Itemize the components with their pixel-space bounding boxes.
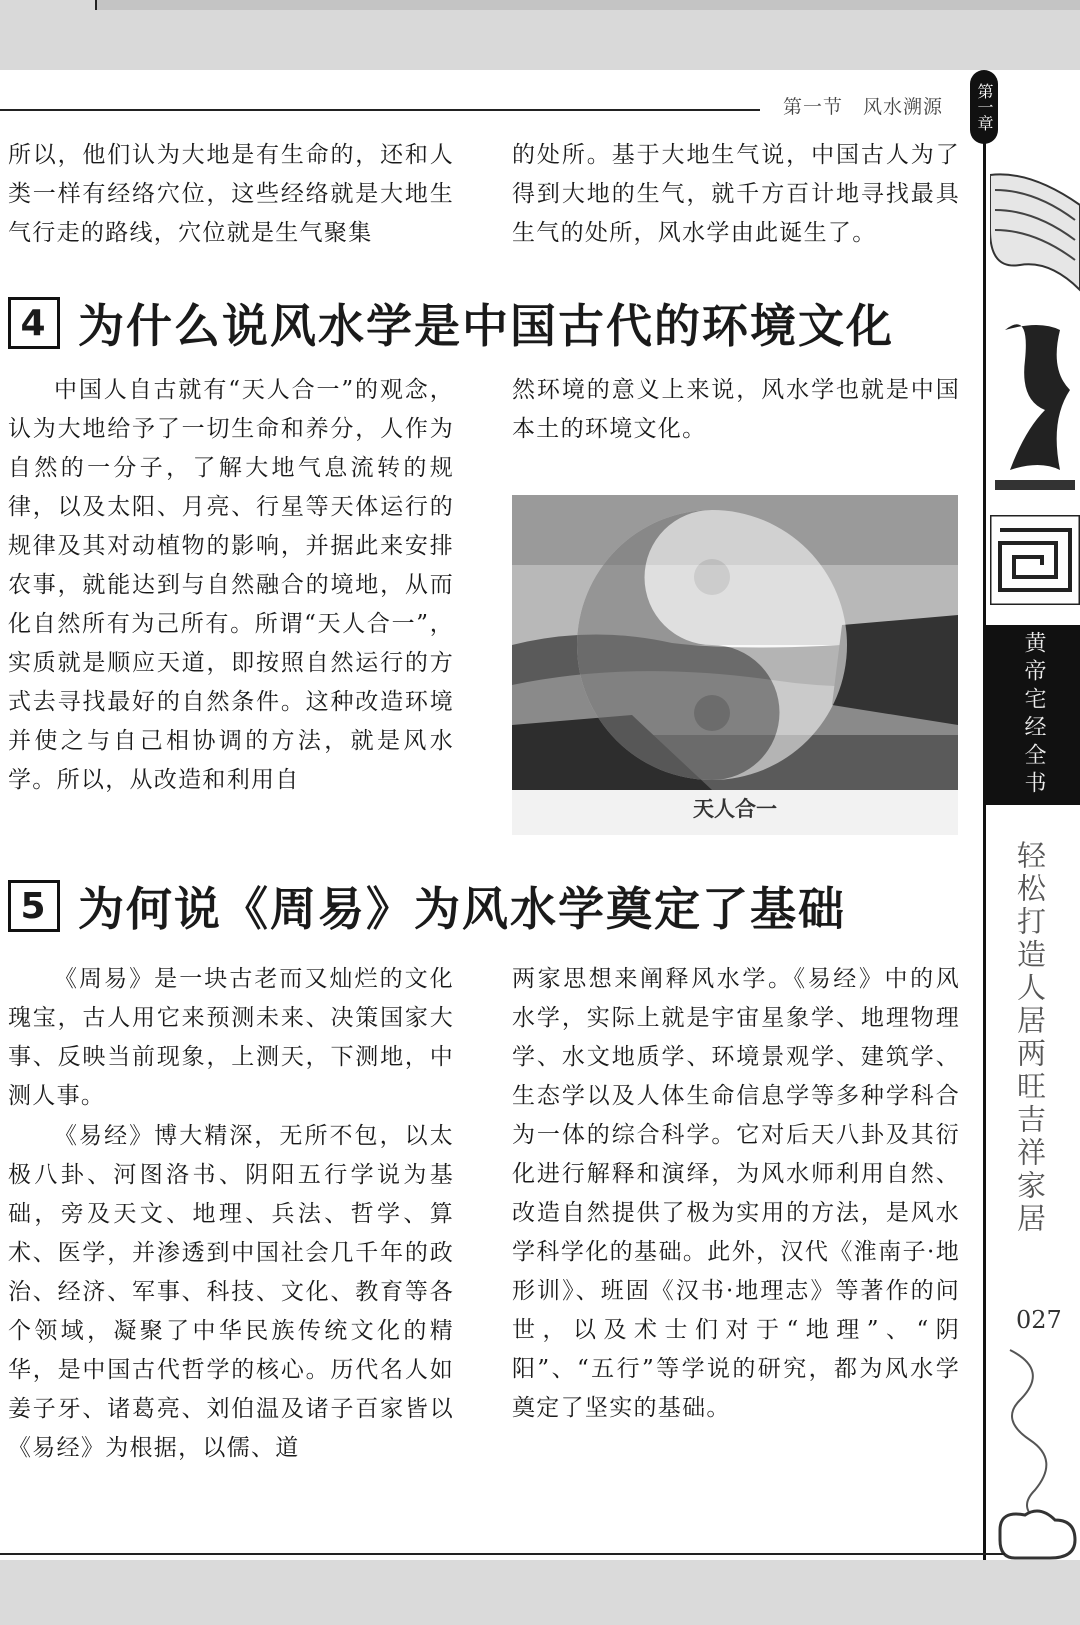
cloud-ornament-icon bbox=[990, 170, 1080, 515]
footer-rule bbox=[0, 1553, 1005, 1555]
section-5-number: 5 bbox=[8, 880, 60, 932]
scroll-cloud-icon bbox=[990, 1340, 1080, 1570]
section-4-right-text: 然环境的意义上来说，风水学也就是中国本土的环境文化。 bbox=[512, 377, 960, 442]
book-title-box bbox=[986, 625, 1080, 805]
section-5-left-paragraph-1: 《周易》是一块古老而又灿烂的文化瑰宝，古人用它来预测未来、决策国家大事、反映当前现象，上测天，下测地，中测人事。 bbox=[8, 966, 454, 1109]
section-4-title: 为什么说风水学是中国古代的环境文化 bbox=[78, 299, 894, 353]
chapter-badge: 第一章 bbox=[970, 70, 998, 144]
fret-pattern-icon bbox=[990, 515, 1080, 605]
section-4-number: 4 bbox=[8, 297, 60, 349]
section-4-left-text: 中国人自古就有“天人合一”的观念，认为大地给予了一切生命和养分，人作为自然的一分子，了解大地气息流转的规律，以及太阳、月亮、行星等天体运行的规律及其对动植物的影响，并据此来安排农事，就能达到与自然融合的境地，从而化自然所有为己所有。所谓“天人合一”，实质就是顺应天道，即按照自然运行的方式去寻找最好的自然条件。这种改造环境并使之与自己相协调的方法，就是风水学。所以，从改造和利用自 bbox=[8, 377, 454, 793]
section-5-right-text: 两家思想来阐释风水学。《易经》中的风水学，实际上就是宇宙星象学、地理物理学、水文地质学、环境景观学、建筑学、生态学以及人体生命信息学等多种学科合为一体的综合科学。它对后天八卦及其衍化进行解释和演绎，为风水师利用自然、改造自然提供了极为实用的方法，是风水学科学化的基础。此外，汉代《淮南子·地形训》、班固《汉书·地理志》等著作的问世，以及术士们对于“地理”、“阴阳”、“五行”等学说的研究，都为风水学奠定了坚实的基础。 bbox=[512, 966, 960, 1421]
book-subtitle: 轻松打造人居两旺吉祥家居 bbox=[1013, 840, 1047, 1236]
intro-left-text: 所以，他们认为大地是有生命的，还和人类一样有经络穴位，这些经络就是大地生气行走的路线，穴位就是生气聚集 bbox=[8, 142, 454, 246]
page-number: 027 bbox=[1016, 1306, 1062, 1334]
header-rule bbox=[0, 109, 760, 111]
bottom-margin-band bbox=[0, 1560, 1080, 1625]
section-5-title: 为何说《周易》为风水学奠定了基础 bbox=[78, 882, 846, 936]
figure-caption: 天人合一 bbox=[693, 796, 777, 821]
running-header: 第一节 风水溯源 bbox=[783, 96, 944, 118]
yin-yang-icon bbox=[577, 510, 847, 780]
section-5-heading bbox=[8, 873, 846, 939]
yin-yang-landscape-figure bbox=[512, 495, 958, 835]
landscape-photo bbox=[512, 495, 958, 790]
previous-page-edge bbox=[95, 0, 1080, 10]
margin-rule bbox=[983, 140, 986, 1560]
section-4-heading bbox=[8, 290, 894, 356]
section-5-left-paragraph-2: 《易经》博大精深，无所不包，以太极八卦、河图洛书、阴阳五行学说为基础，旁及天文、地理、兵法、哲学、算术、医学，并渗透到中国社会几千年的政治、经济、军事、科技、文化、教育等各个领域，凝聚了中华民族传统文化的精华，是中国古代哲学的核心。历代名人如姜子牙、诸葛亮、刘伯温及诸子百家皆以《易经》为根据，以儒、道 bbox=[8, 1123, 454, 1461]
book-title: 黄帝宅经全书 bbox=[1021, 631, 1046, 799]
intro-right-text: 的处所。基于大地生气说，中国古人为了得到大地的生气，就千方百计地寻找最具生气的处所，风水学由此诞生了。 bbox=[512, 142, 960, 246]
